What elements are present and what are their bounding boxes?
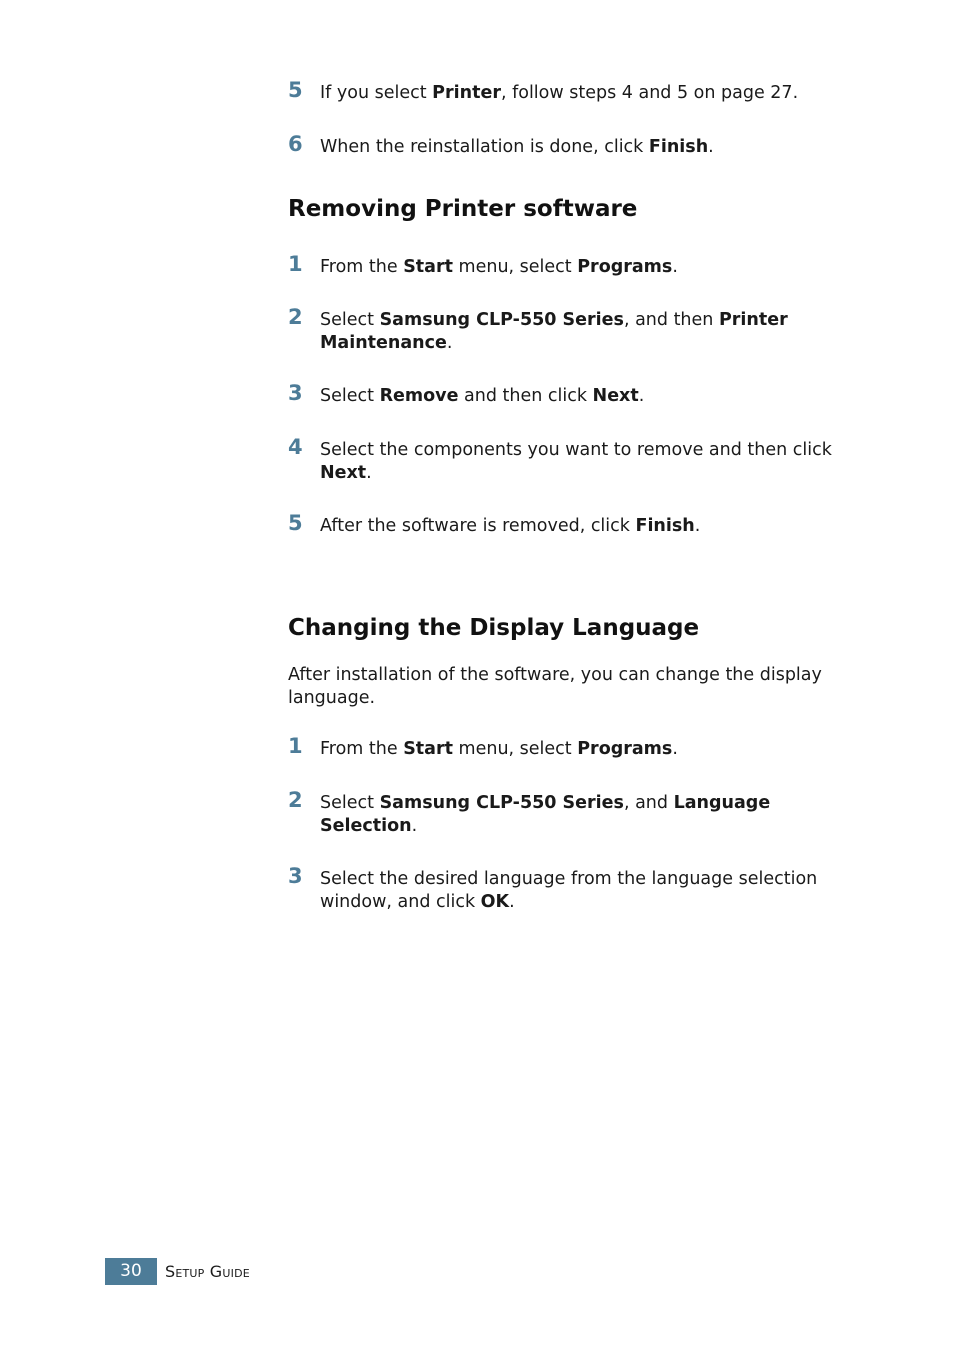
text-run: , and bbox=[623, 793, 674, 813]
section-heading-language: Changing the Display Language bbox=[288, 615, 700, 641]
section-heading-removing: Removing Printer software bbox=[288, 196, 638, 222]
remove-step-2 bbox=[288, 305, 848, 355]
step-text bbox=[320, 515, 848, 538]
bold-term: Printer Maintenance bbox=[320, 310, 788, 353]
step-number: 2 bbox=[288, 788, 303, 812]
text-run: . bbox=[638, 386, 645, 406]
step-text bbox=[320, 439, 848, 485]
remove-step-4 bbox=[288, 435, 848, 485]
text-run: . bbox=[411, 816, 418, 836]
text-run: . bbox=[446, 333, 453, 353]
text-run: . bbox=[694, 516, 701, 536]
bold-term: Samsung CLP-550 Series bbox=[379, 793, 624, 813]
text-run: . bbox=[708, 137, 714, 157]
footer-guide-title: Setup Guide bbox=[165, 1262, 250, 1281]
language-intro: After installation of the software, you can change the display language. bbox=[288, 665, 822, 708]
text-run: Select bbox=[320, 386, 380, 406]
step-number: 2 bbox=[288, 305, 303, 329]
bold-term: Printer bbox=[432, 83, 501, 103]
step-number: 1 bbox=[288, 252, 303, 276]
text-run: , follow steps 4 and 5 on page 27. bbox=[500, 83, 799, 103]
bold-term: Programs bbox=[577, 739, 673, 759]
step-text bbox=[320, 385, 848, 408]
step-top-6 bbox=[288, 132, 848, 159]
text-run: . bbox=[509, 892, 515, 912]
bold-term: Next bbox=[592, 386, 639, 406]
step-text bbox=[320, 868, 848, 914]
remove-step-5 bbox=[288, 511, 848, 538]
language-step-2 bbox=[288, 788, 848, 838]
remove-step-1 bbox=[288, 252, 848, 279]
text-run: . bbox=[366, 463, 372, 483]
step-text bbox=[320, 256, 848, 279]
text-run: From the bbox=[320, 739, 404, 759]
text-run: menu, select bbox=[452, 739, 578, 759]
text-run: Select bbox=[320, 310, 380, 330]
bold-term: OK bbox=[480, 892, 510, 912]
step-number: 5 bbox=[288, 78, 303, 102]
step-number: 3 bbox=[288, 381, 303, 405]
step-text bbox=[320, 792, 848, 838]
bold-term: Start bbox=[403, 739, 453, 759]
step-text bbox=[320, 136, 848, 159]
step-number: 1 bbox=[288, 734, 303, 758]
text-run: If you select bbox=[320, 83, 433, 103]
bold-term: Programs bbox=[577, 257, 673, 277]
text-run: . bbox=[672, 257, 678, 277]
bold-term: Samsung CLP-550 Series bbox=[379, 310, 624, 330]
step-top-5 bbox=[288, 78, 848, 105]
step-number: 6 bbox=[288, 132, 303, 156]
bold-term: Finish bbox=[635, 516, 695, 536]
step-number: 5 bbox=[288, 511, 303, 535]
text-run: From the bbox=[320, 257, 404, 277]
step-text bbox=[320, 309, 848, 355]
page-number-badge: 30 bbox=[105, 1258, 157, 1285]
text-run: Select bbox=[320, 793, 380, 813]
step-number: 4 bbox=[288, 435, 303, 459]
text-run: Select the desired language from the language selection window, and click bbox=[320, 869, 818, 912]
bold-term: Next bbox=[320, 463, 367, 483]
bold-term: Language Selection bbox=[320, 793, 771, 836]
bold-term: Start bbox=[403, 257, 453, 277]
text-run: menu, select bbox=[452, 257, 578, 277]
text-run: When the reinstallation is done, click bbox=[320, 137, 649, 157]
language-step-1 bbox=[288, 734, 848, 761]
text-run: . bbox=[672, 739, 678, 759]
text-run: and then click bbox=[458, 386, 593, 406]
step-text bbox=[320, 738, 848, 761]
bold-term: Finish bbox=[648, 137, 709, 157]
text-run: Select the components you want to remove and then click bbox=[320, 440, 832, 460]
step-text bbox=[320, 82, 848, 105]
language-step-3 bbox=[288, 864, 848, 914]
step-number: 3 bbox=[288, 864, 303, 888]
text-run: , and then bbox=[623, 310, 719, 330]
remove-step-3 bbox=[288, 381, 848, 408]
bold-term: Remove bbox=[379, 386, 459, 406]
text-run: After the software is removed, click bbox=[320, 516, 636, 536]
